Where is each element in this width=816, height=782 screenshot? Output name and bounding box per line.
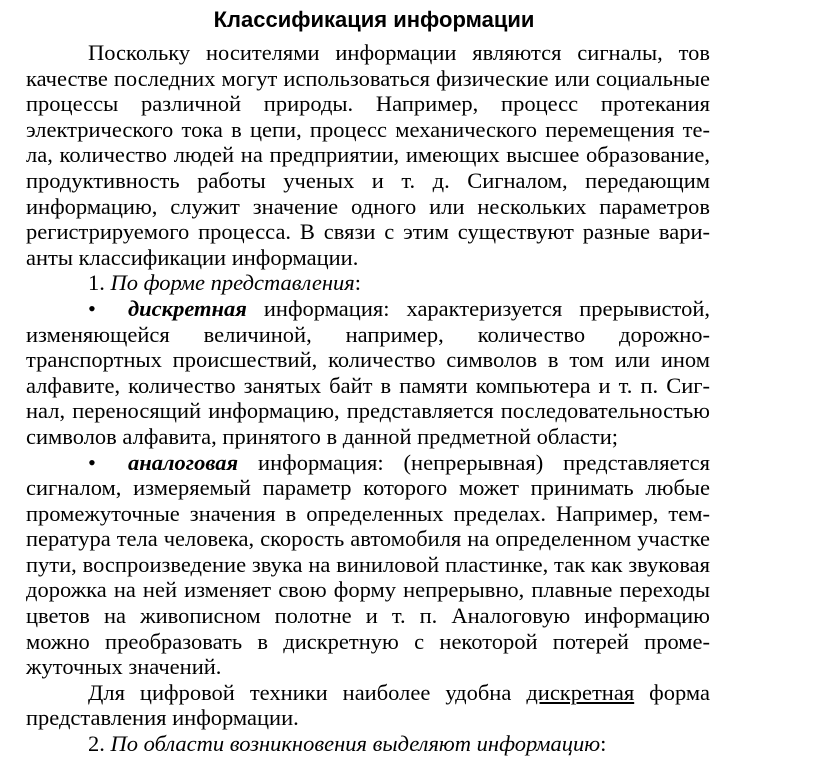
paragraph-text-before: Для цифровой техники наиболее удобна [88,679,527,705]
item-label: По форме представления [110,270,355,296]
bullet-term: аналоговая [128,449,239,475]
classification-item-2 [26,731,710,757]
item-number: 1. [88,270,111,296]
page-title: Классификация информации [213,7,535,32]
document-body [26,40,710,757]
bullet-discrete [26,296,710,450]
paragraph-text-after: форма представления информации. [26,679,710,731]
classification-item-1 [26,270,710,296]
digital-paragraph [26,680,710,731]
underlined-term: дискретная [526,679,635,705]
item-number: 2. [88,731,111,757]
bullet-analog [26,450,710,680]
bullet-text: информация: (непрерывная) представляется сигналом, измеряемый параметр которого может принимать любые промежуточные значения в определенных пределах. Например, температура тела человека, скорость автомобиля на определенном участке пути, воспроизведение звука на виниловой пластинке, так как звуковая дорожка на ней изменяет свою форму непрерывно, плавные переходы цветов на живописном полотне и т. п. Аналоговую информацию можно преобразовать в дискретную с некоторой потерей промежуточных значений. [26,449,710,680]
item-colon: : [354,270,361,296]
bullet-icon: • [88,449,96,475]
bullet-icon: • [88,295,96,321]
bullet-text: информация: характеризуется прерывистой, изменяющейся величиной, например, количество дорожно-транспортных происшествий, количество символов в том или ином алфавите, количество занятых байт в памяти компьютера и т. п. Сигнал, переносящий информацию, представляется последовательностью символов алфавита, принятого в данной предметной области; [26,295,710,449]
intro-paragraph: Поскольку носителями информации являются сигналы, тов качестве последних могут использоваться физические или социальные процессы различной природы. Например, процесс протекания электрического тока в цепи, процесс механического перемещения тела, количество людей на предприятии, имеющих высшее образование, продуктивность работы ученых и т. д. Сигналом, передающим информацию, служит значение одного или нескольких параметров регистрируемого процесса. В связи с этим существуют разные варианты классификации информации. [26,40,710,270]
bullet-term: дискретная [128,295,247,321]
item-label: По области возникновения выделяют информацию [110,731,601,757]
item-colon: : [600,731,607,757]
